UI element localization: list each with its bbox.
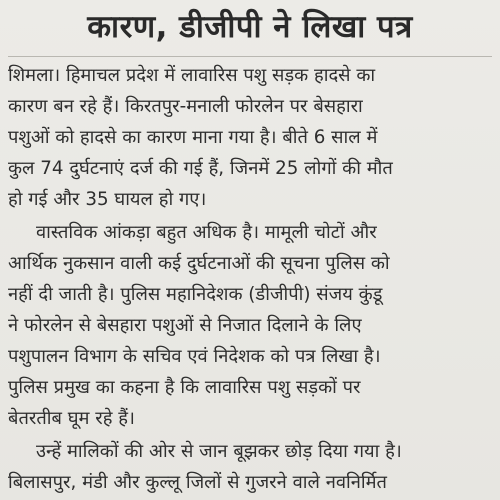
paragraph-2 [8,217,492,434]
text-line: नहीं दी जाती है। पुलिस महानिदेशक (डीजीपी) संजय कुंडू [8,284,383,305]
article-body [8,60,492,500]
headline-divider [8,56,492,57]
text-line: बिलासपुर, मंडी और कुल्लू जिलों से गुजरने वाले नवनिर्मित [8,472,387,493]
text-line: ने फोरलेन से बेसहारा पशुओं से निजात दिलाने के लिए [8,315,362,336]
text-line: वास्तविक आंकड़ा बहुत अधिक है। मामूली चोटों और [36,222,377,243]
text-line: पुलिस प्रमुख का कहना है कि लावारिस पशु सड़कों पर [8,377,361,398]
text-line: आर्थिक नुकसान वाली कई दुर्घटनाओं की सूचना पुलिस को [8,253,390,274]
text-line: पशुओं को हादसे का कारण माना गया है। बीते 6 साल में [8,127,378,148]
text-line: कुल 74 दुर्घटनाएं दर्ज की गई हैं, जिनमें 25 लोगों की मौत [8,158,393,179]
text-line: बेतरतीब घूम रहे हैं। [8,408,135,429]
text-line: उन्हें मालिकों की ओर से जान बूझकर छोड़ दिया गया है। [36,441,402,462]
paragraph-1 [8,60,492,215]
paragraph-3 [8,436,492,498]
text-line: पशुपालन विभाग के सचिव एवं निदेशक को पत्र लिखा है। [8,346,381,367]
headline: कारण, डीजीपी ने लिखा पत्र [87,9,413,45]
text-line: शिमला। हिमाचल प्रदेश में लावारिस पशु सड़क हादसे का [8,65,376,86]
text-line: कारण बन रहे हैं। किरतपुर-मनाली फोरलेन पर बेसहारा [8,96,363,117]
text-line: हो गई और 35 घायल हो गए। [8,189,207,210]
